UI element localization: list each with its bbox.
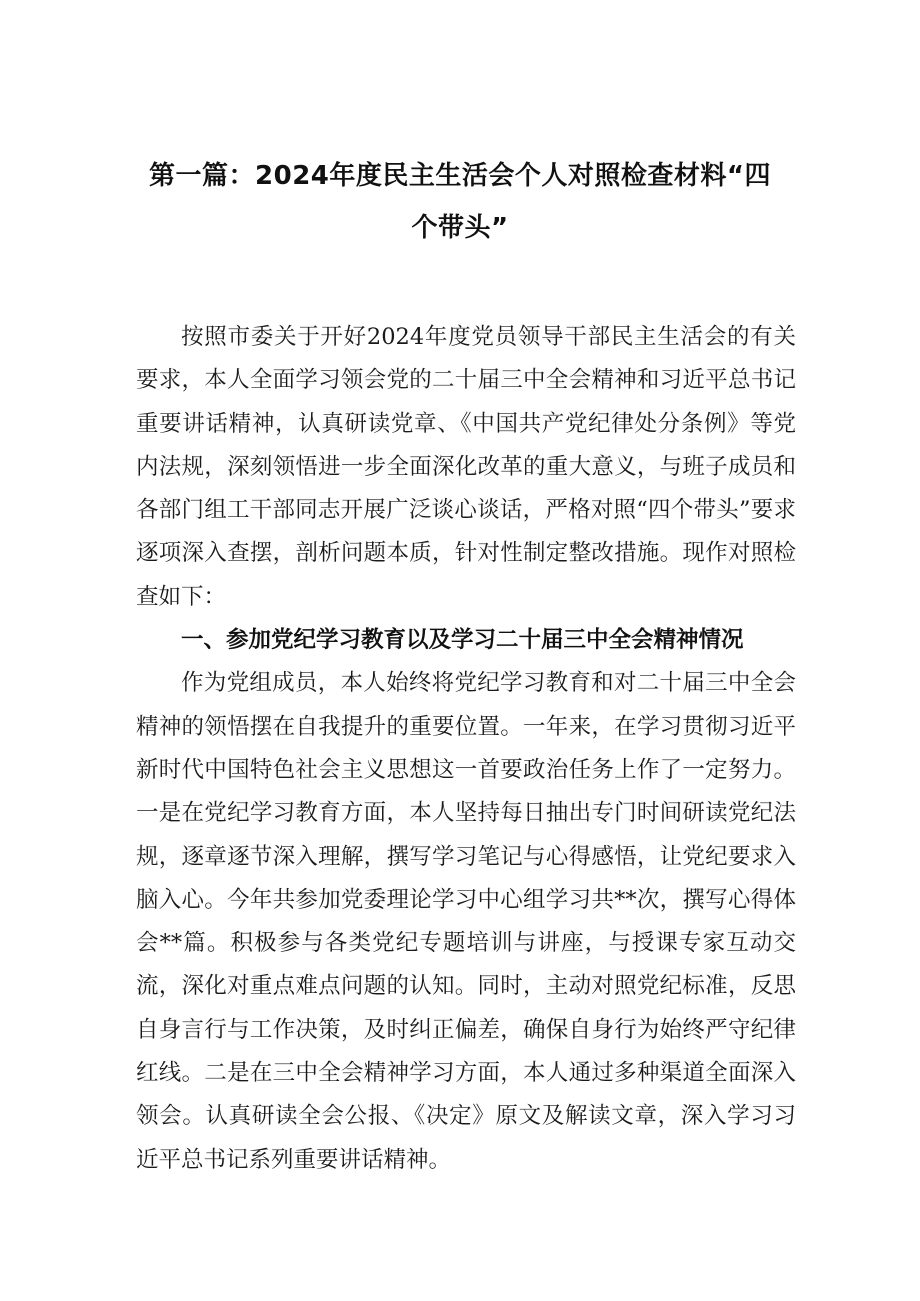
document-body [136,316,796,1182]
section-1-heading: 一、参加党纪学习教育以及学习二十届三中全会精神情况 [181,627,744,654]
section-1-paragraph: 作为党组成员，本人始终将党纪学习教育和对二十届三中全会精神的领悟摆在自我提升的重要位置。一年来，在学习贯彻习近平新时代中国特色社会主义思想这一首要政治任务上作了一定努力。一是在党纪学习教育方面，本人坚持每日抽出专门时间研读党纪法规，逐章逐节深入理解，撰写学习笔记与心得感悟，让党纪要求入脑入心。今年共参加党委理论学习中心组学习共**次，撰写心得体会**篇。积极参与各类党纪专题培训与讲座，与授课专家互动交流，深化对重点难点问题的认知。同时，主动对照党纪标准，反思自身言行与工作决策，及时纠正偏差，确保自身行为始终严守纪律红线。二是在三中全会精神学习方面，本人通过多种渠道全面深入领会。认真研读全会公报、《决定》原文及解读文章，深入学习习近平总书记系列重要讲话精神。 [136,670,796,1173]
document-title [130,150,790,254]
title-line-2: 个带头” [411,213,509,243]
title-line-1: 第一篇：2024年度民主生活会个人对照检查材料“四 [149,161,771,191]
intro-paragraph: 按照市委关于开好2024年度党员领导干部民主生活会的有关要求，本人全面学习领会党的二十届三中全会精神和习近平总书记重要讲话精神，认真研读党章、《中国共产党纪律处分条例》等党内法规，深刻领悟进一步全面深化改革的重大意义，与班子成员和各部门组工干部同志开展广泛谈心谈话，严格对照“四个带头”要求逐项深入查摆，剖析问题本质，针对性制定整改措施。现作对照检查如下： [136,324,796,610]
